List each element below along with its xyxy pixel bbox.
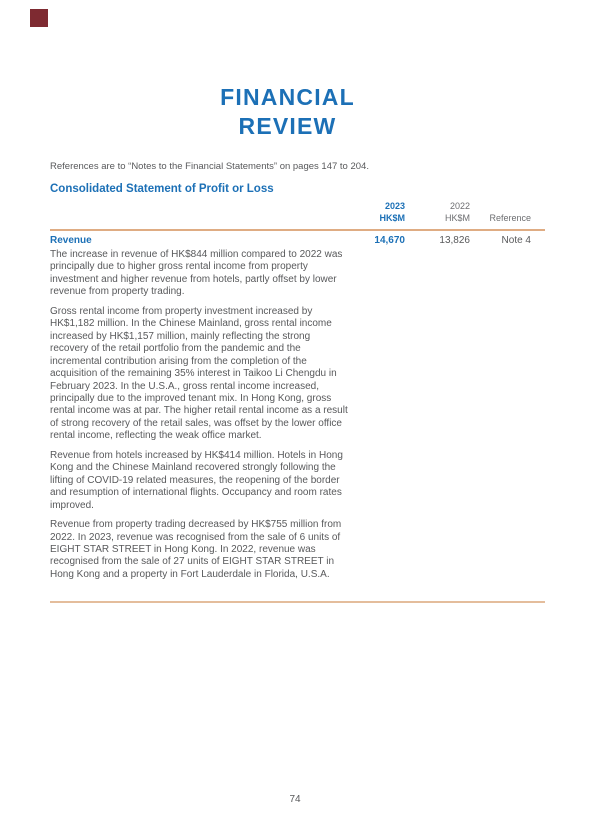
page-title-line2: REVIEW [238,113,337,139]
table-header-2022-unit: HK$M [444,212,470,223]
page-title-line1: FINANCIAL [220,84,355,110]
paragraph-gross-rental-income: Gross rental income from property investment increased by HK$1,182 million. In the Chinese Mainland, gross rental income increased by HK$1,157 million, mainly reflecting the strong recovery of the retail portfolio from the pandemic and the incremental contribution arising from the completion of the acquisition of the remaining 35% interest in Taikoo Li Chengdu in February 2023. In the U.S.A., gross rental income increased, principally due to the improved tenant mix. In Hong Kong, gross rental income was at par. The higher retail rental income as a result of strong recovery of the retail sales, was offset by the lower office rental income, reflecting the weak office market. [50,305,348,442]
paragraph-hotels: Revenue from hotels increased by HK$414 million. Hotels in Hong Kong and the Chinese Mainland recovered strongly following the lifting of COVID-19 related measures, the reopening of the border and resumption of international flights. Occupancy and room rates improved. [50,449,343,511]
page-number: 74 [289,794,301,805]
revenue-commentary [50,249,351,588]
statement-heading: Consolidated Statement of Profit or Loss [50,183,274,195]
table-header-reference: Reference [489,212,531,223]
paragraph-revenue-overview: The increase in revenue of HK$844 million compared to 2022 was principally due to higher gross rental income from property investment and higher revenue from hotels, partly offset by lower revenue from property trading. [50,249,343,298]
table-header-2022 [413,201,470,224]
revenue-value-2022: 13,826 [439,235,470,246]
table-bottom-rule [50,601,545,603]
table-header-2022-year: 2022 [449,201,470,211]
page-title [30,83,545,141]
paragraph-property-trading: Revenue from property trading decreased by HK$755 million from 2022. In 2023, revenue was recognised from the sale of 6 units of EIGHT STAR STREET in Hong Kong. In 2022, revenue was recognised from the sale of 27 units of EIGHT STAR STREET in Hong Kong and a property in Fort Lauderdale in Florida, U.S.A. [50,519,342,580]
table-header-2023-year: 2023 [384,201,405,211]
table-header-2023 [305,201,405,224]
revenue-reference: Note 4 [501,235,531,246]
revenue-value-2023: 14,670 [374,235,405,246]
table-top-rule [50,229,545,231]
revenue-row-label: Revenue [50,235,92,246]
table-header-2023-unit: HK$M [379,212,405,223]
reference-note: References are to “Notes to the Financial Statements” on pages 147 to 204. [50,161,369,172]
section-marker-square [30,9,48,27]
